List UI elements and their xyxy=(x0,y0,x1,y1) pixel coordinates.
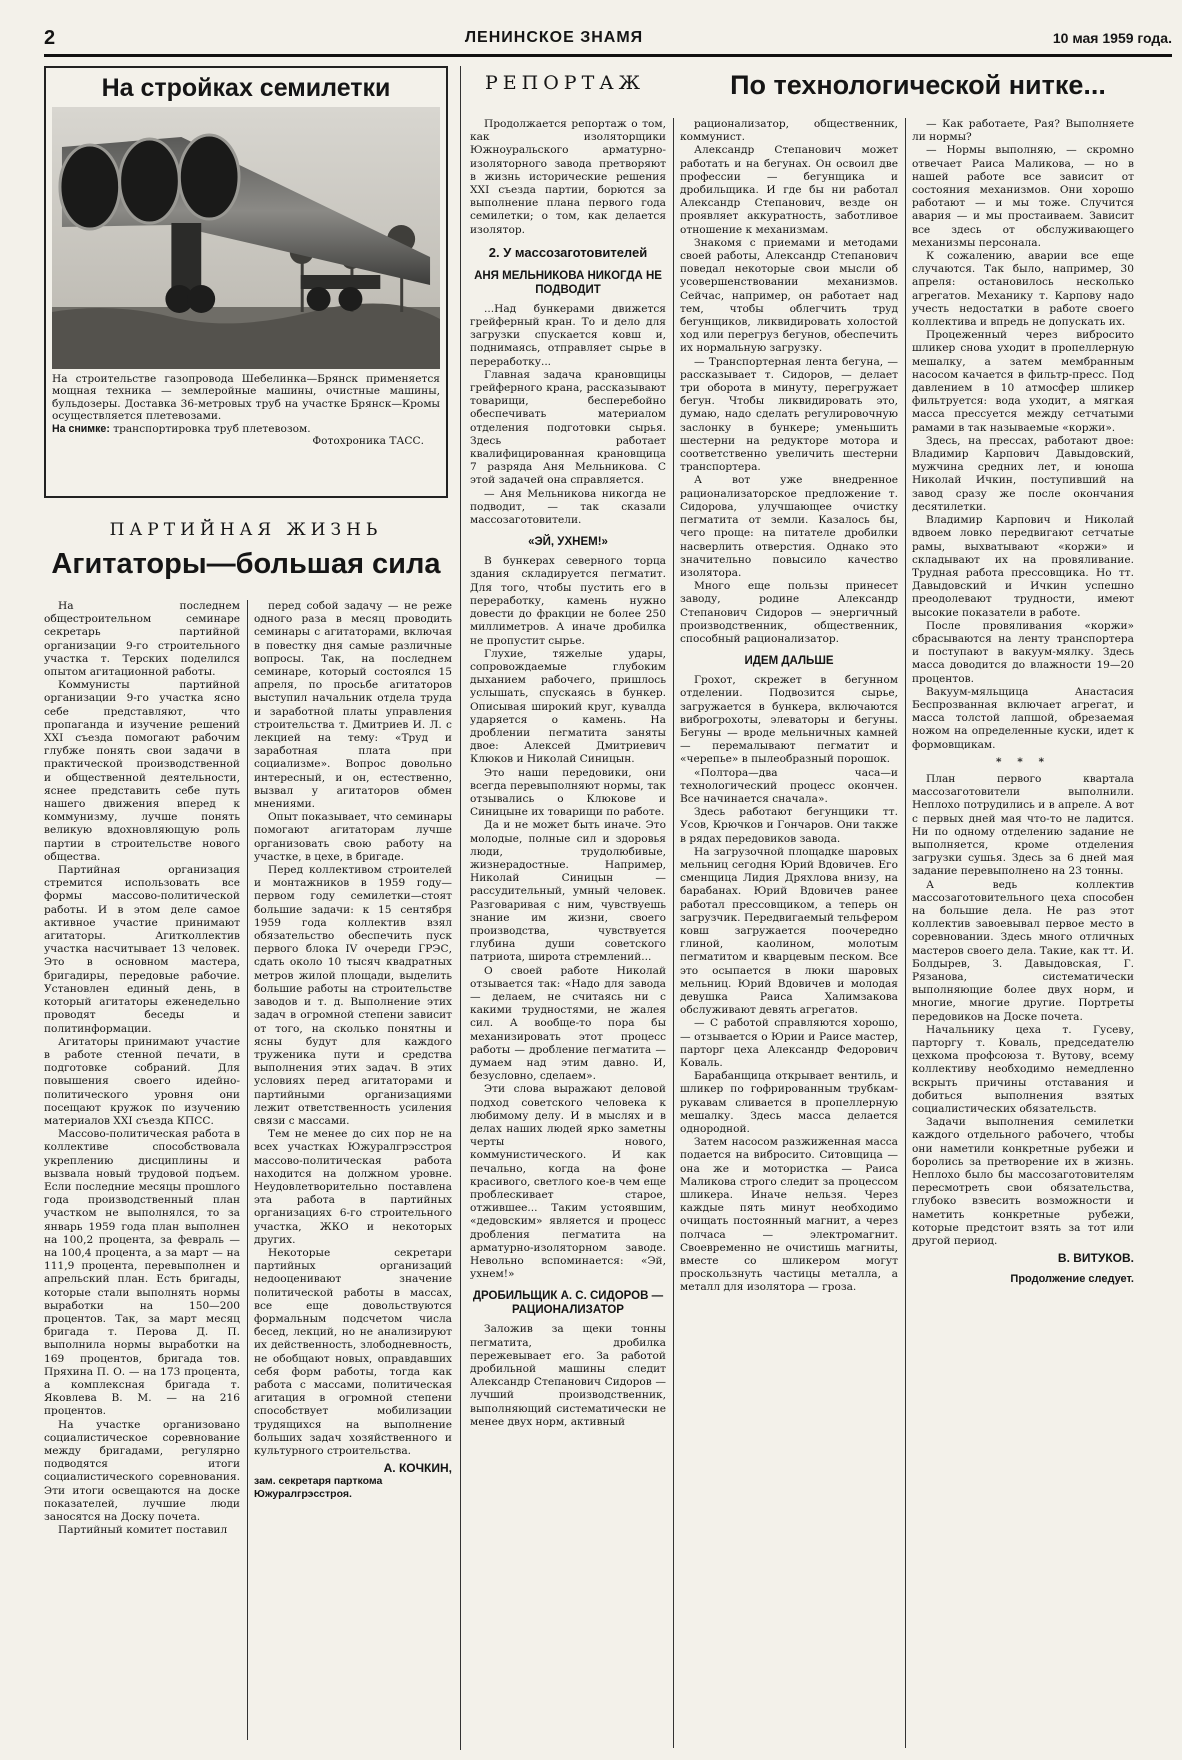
paragraph: Знакомя с приемами и методами своей работы, Александр Степанович поведал некоторые свои мысли об усовершенствовании механизмов. Сейчас, например, он работает над тем, чтобы облегчить труд бегунщиков, ликвидировать холостой ход или перегруз бегунов, обеспечить их нормальную загрузку. xyxy=(680,236,898,355)
section-heading: ДРОБИЛЬЩИК А. С. СИДОРОВ — РАЦИОНАЛИЗАТОР xyxy=(472,1290,664,1317)
paragraph: Затем насосом разжиженная масса подается на вибросито. Ситовщица — она же и мотористка — Раиса Маликова строго следит за процессом шликера. Иначе нельзя. Через каждые пять минут необходимо очищать постоянный магнит, а через полчаса — электромагнит. Своевременно не очистишь магниты, вместе со шликером могут проскользнуть частицы металла, а металл для изолятора — гроза. xyxy=(680,1136,898,1294)
paragraph: — С работой справляются хорошо, — отзывается о Юрии и Раисе мастер, парторг цеха Александр Федорович Коваль. xyxy=(680,1017,898,1070)
section-subheading: АНЯ МЕЛЬНИКОВА НИКОГДА НЕ ПОДВОДИТ xyxy=(474,269,662,296)
paragraph: Грохот, скрежет в бегунном отделении. Подвозится сырье, загружается в бункера, включаются виброгрохоты, элеваторы и бегуны. Бегуны — вроде мельничных камней — перемалывают пегматит и «черепье» в пылеобразный порошок. xyxy=(680,674,898,766)
party-article-col-1 xyxy=(44,600,240,1750)
paragraph: — Транспортерная лента бегуна, — рассказывает т. Сидоров, — делает три оборота в минуту, перегружает бегун. Чтобы ликвидировать это, думаю, надо сделать регулировочную заслонку в бункере; уменьшить шестерни на редукторе мотора и соответственно увеличить шестерни транспортера. xyxy=(680,355,898,474)
paragraph: Начальнику цеха т. Гусеву, парторгу т. Коваль, председателю цехкома профсоюза т. Вутову, всему коллективу необходимо немедленно вскрыть причины отставания и добиться выполнения взятых социалистических обязательств. xyxy=(912,1023,1134,1116)
paragraph: Здесь, на прессах, работают двое: Владимир Карпович Давыдовский, мужчина средних лет, и юноша Николай Ичкин, поступивший на завод сразу же после окончания десятилетки. xyxy=(912,434,1134,513)
paragraph: Эти слова выражают деловой подход советского человека к любимому делу. И в мыслях и в делах наших людей ярко заметны черты нового, коммунистического. И как печально, когда на фоне красивого, светлого кое-в чем еще проблескивает старое, отжившее... Таким устоявшим, «дедовским» является и процесс дробления пегматита на арматурно-изоляторном заводе. Невольно вспоминается: «Эй, ухнем!» xyxy=(470,1083,666,1281)
section-heading: «ЭЙ, УХНЕМ!» xyxy=(528,536,608,549)
paragraph: перед собой задачу — не реже одного раза в месяц проводить семинары с агитаторами, включая в повестку дня самые различные вопросы. Так, на последнем семинаре, который состоялся 15 апреля, по просьбе агитаторов выступил начальник отдела труда и заработной платы управления строительства т. Дмитриев И. Л. с лекцией на тему: «Труд и заработная плата при социализме». Вопрос довольно интересный, и он, естественно, вызвал у агитаторов обмен мнениями. xyxy=(254,600,452,811)
report-col-4 xyxy=(680,118,898,1750)
photo-caption-rest: транспортировка труб плетевозом. xyxy=(109,422,311,435)
paragraph: Главная задача крановщицы грейферного крана, рассказывают товарищи, бесперебойно обеспечивать материалом отделения подготовки сырья. Здесь работает квалифицированная крановщица 7 разряда Аня Мельникова. С этой задачей она справляется. xyxy=(470,368,666,487)
paragraph: На последнем общестроительном семинаре секретарь партийной организации 9-го строительного участка т. Терских поделился опытом агитационной работы. xyxy=(44,600,240,679)
paragraph: Агитаторы принимают участие в работе стенной печати, в подготовке собраний. Для повышения своего идейно-политического уровня они посещают кружок по изучению материалов XXI съезда КПСС. xyxy=(44,1035,240,1127)
section-separator: * * * xyxy=(996,755,1050,768)
page-number: 2 xyxy=(44,26,56,49)
issue-date: 10 мая 1959 года. xyxy=(1052,30,1172,46)
paragraph: Много еще пользы принесет заводу, родине Александр Степанович Сидоров — энергичный производственник, общественник, способный рационализатор. xyxy=(680,580,898,645)
report-col-5 xyxy=(912,118,1134,1750)
paragraph: Глухие, тяжелые удары, сопровождаемые глубоким дыханием рабочего, пришлось услышать, спускаясь в бункер. Описывая широкий круг, кувалда ударяется о камень. На дроблении пегматита заняты двое: Алексей Дмитриевич Клюков и Николай Синицын. xyxy=(470,647,666,766)
masthead xyxy=(44,22,1172,57)
author-signature: В. ВИТУКОВ. xyxy=(1057,1251,1134,1266)
paragraph: Заложив за щеки тонны пегматита, дробилка пережевывает его. За работой дробильной машины следит Александр Степанович Сидоров — лучший производственник, выполняющий систематически не менее двух норм, активный xyxy=(470,1323,666,1428)
paragraph: На участке организовано социалистическое соревнование между бригадами, регулярно подводятся итоги социалистического соревнования. Эти итоги освещаются на доске показателей, лучшие люди заносятся на Доску почета. xyxy=(44,1418,240,1524)
report-intro: Продолжается репортаж о том, как изоляторщики Южноуральского арматурно-изоляторного завода претворяют в жизнь исторические решения XXI съезда партии, борются за выполнение плана первого года семилетки; о том, как делается изолятор. xyxy=(470,118,666,236)
paragraph: рационализатор, общественник, коммунист. xyxy=(680,118,898,144)
report-headline: По технологической нитке... xyxy=(730,70,1106,100)
paragraph: Некоторые секретари партийных организаций недооценивают значение политической работы в массах, все еще довольствуются формальным подсчетом числа бесед, лекций, но не анализируют их действенность, злободневность, не обобщают новых, оправдавших себя форм работы, тогда как работа с массами, политическая агитация в огромной степени способствует мобилизации трудящихся на выполнение больших задач хозяйственного и культурного строительства. xyxy=(254,1246,452,1457)
photo-caption-lead: На снимке: xyxy=(52,422,110,435)
paragraph: План первого квартала массозаготовители выполнили. Неплохо потрудились и в апреле. А вот с первых дней мая что-то не ладится. Ни по одному отделению задание не выполняется, кроме отделения загрузки сушья. Здесь за 6 дней мая задание перевыполнено на 23 тонны. xyxy=(912,772,1134,878)
paragraph: — Как работаете, Рая? Выполняете ли нормы? xyxy=(912,118,1134,144)
paragraph: Тем не менее до сих пор не на всех участках Южуралгрэсстроя массово-политическая работа находится на должном уровне. Неудовлетворительно поставлена эта работа в партийных организациях 6-го строительного участка, ЖКО и некоторых других. xyxy=(254,1128,452,1246)
paragraph: Опыт показывает, что семинары помогают агитаторам лучше организовать свою работу на участке, в цехе, в бригаде. xyxy=(254,811,452,863)
paragraph: Партийная организация стремится использовать все формы массово-политической работы. И в этом деле самое активное участие принимают агитаторы. Агитколлектив участка насчитывает 13 человек. Это в основном мастера, бригадиры, передовые рабочие. Установлен единый день, в который агитаторы еженедельно проводят беседы и политинформации. xyxy=(44,864,240,1035)
photo-title: На стройках семилетки xyxy=(101,74,391,102)
paragraph: Здесь работают бегунщики тт. Усов, Крючков и Гончаров. Они также в рядах передовиков завода. xyxy=(680,806,898,845)
paragraph: ...Над бункерами движется грейферный кран. То и дело для загрузки спускается ковш и, поднимаясь, отправляет сырье в переработку... xyxy=(470,302,666,368)
paragraph: А вот уже внедренное рационализаторское предложение т. Сидорова, улучшающее очистку пегматита от земли. Казалось бы, чего проще: на питателе дробилки насверлить отверстия. Однако это значительно повысило качество изолятора. xyxy=(680,474,898,579)
paragraph: Александр Степанович может работать и на бегунах. Он освоил две профессии — бегунщика и дробильщика. И где бы ни работал Александр Степанович, везде он проявляет аккуратность, заботливое отношение к механизмам. xyxy=(680,144,898,236)
pipe-transport-photo xyxy=(52,107,440,369)
paragraph: Перед коллективом строителей и монтажников в 1959 году—первом году семилетки—стоят большие задачи: к 15 сентября 1959 года коллектив взял обязательство обеспечить пуск первого блока IV очереди ГРЭС, сдать около 10 тысяч квадратных метров жилой площади, выделить большие работы на строительстве заводов и т. д. Выполнение этих задач в огромной степени зависит от того, на сколько понятны и ясны будут для каждого труженика пути и средства выполнения этих задач. В этих условиях перед агитаторами и партийными организациями лежит ответственность усиления связи с массами. xyxy=(254,864,452,1127)
paragraph: Задачи выполнения семилетки каждого отдельного рабочего, чтобы они наметили конкретные рубежи и боролись за претворение их в жизнь. Неплохо было бы массозаготовителям пересмотреть свои обязательства, глубоко взвесить возможности и наметить конкретные рубежи, которые предстоит взять за тот или другой период. xyxy=(912,1116,1134,1248)
paragraph: Коммунисты партийной организации 9-го участка ясно себе представляют, что пропаганда и изучение решений XXI съезда помогают рабочим глубже понять свои задачи в практической производственной и общественной деятельности, яснее представить себе путь нашего движения вперед к коммунизму, лучше понять великую вдохновляющую роль партии в строительстве нового общества. xyxy=(44,679,240,863)
paragraph: К сожалению, аварии все еще случаются. Так было, например, 30 апреля: остановилось несколько агрегатов. Механику т. Карпову надо учесть недостатки в работе своего коллектива и впредь не допускать их. xyxy=(912,250,1134,329)
paragraph: Партийный комитет поставил xyxy=(58,1524,228,1537)
party-article-col-2 xyxy=(254,600,452,1750)
photo-caption: На строительстве газопровода Шебелинка—Брянск применяется мощная техника — землеройные машины, очистные машины, бульдозеры. Доставка 36-метровых труб на участке Брянск—Кромы осуществляется плетевозами. На снимке: транспортировка труб плетевозом. xyxy=(52,373,440,435)
paragraph: «Полтора—два часа—и технологический процесс окончен. Все начинается сначала». xyxy=(680,766,898,805)
photo-block xyxy=(44,66,448,498)
paragraph: Вакуум-мяльщица Анастасия Беспрозванная включает агрегат, и масса толстой лапшой, обрезаемая ножом на определенные куски, идет к формовщикам. xyxy=(912,685,1134,751)
party-life-rubric: ПАРТИЙНАЯ ЖИЗНЬ xyxy=(109,520,383,540)
author-position: зам. секретаря парткома Южуралгрэсстроя. xyxy=(254,1475,383,1501)
paragraph: Да и не может быть иначе. Это молодые, полные сил и здоровья люди, трудолюбивые, жизнерадостные. Например, Николай Синицын — рассудительный, умный человек. Разговаривая с ним, чувствуешь знание им жизни, своего производства, чувствуется глубина души советского патриота, широта стремлений... xyxy=(470,819,666,964)
paragraph: — Нормы выполняю, — скромно отвечает Раиса Маликова, — но в нашей работе все зависит от состояния механизмов. Они хорошо работают — и мы тоже. Случится авария — и мы простаиваем. Зависит все здесь от обслуживающего механизмы персонала. xyxy=(912,144,1134,249)
section-heading: 2. У массозаготовителей xyxy=(488,244,648,260)
paragraph: На загрузочной площадке шаровых мельниц сегодня Юрий Вдовичев. Его сменщица Лидия Дряхлова внизу, на барабанах. Юрий Вдовичев ранее работал прессовщиком, а теперь он загрузчик. Передвигаемый тельфером ковш загружается поочередно глиной, каолином, молотым пегматитом и кварцевым песком. Все это осыпается в люки шаровых мельниц. Юрий Вдовичев и молодая девушка Раиса Халимзакова обслуживают девять агрегатов. xyxy=(680,845,898,1017)
paragraph: После провяливания «коржи» сбрасываются на ленту транспортера и поступают в вакуум-мялку. Здесь масса доводится до влажности 19—20 процентов. xyxy=(912,619,1134,685)
report-rubric: РЕПОРТАЖ xyxy=(485,72,645,94)
paragraph: Это наши передовики, они всегда перевыполняют нормы, так отзывались о Клюкове и Синицыне их товарищи по работе. xyxy=(470,766,666,819)
paragraph: Массово-политическая работа в коллективе способствовала укреплению дисциплины и вызвала новый трудовой подъем. Если последние месяцы прошлого года производственный план участком не выполнялся, то за январь 1959 года план выполнен на 100,2 процента, за февраль — на 100,4 процента, а за март — на 111,9 процента, перевыполнен и апрельский план. Есть бригады, которые стали выполнять нормы выработки на 150—200 процентов. Так, за март месяц бригада т. Перова Д. П. выполнила нормы выработки на 169 процентов, бригада тов. Пряхина П. О. — на 173 процента, а комплексная бригада т. Яковлева В. М. — на 216 процентов. xyxy=(44,1128,240,1418)
report-col-3 xyxy=(470,118,666,1750)
paragraph: Процеженный через вибросито шликер снова уходит в пропеллерную мешалку, а затем мембранным насосом качается в фильтр-пресс. Под давлением в 10 атмосфер шликер фильтруется: вода уходит, а мягкая масса прессуется между сетчатыми рамами в так называемые «коржи». xyxy=(912,329,1134,434)
paragraph: Владимир Карпович и Николай вдвоем ловко передвигают сетчатые рамы, выхватывают «коржи» и складывают их на провяливание. Трудная работа прессовщика. Но тт. Давыдовский и Ичкин успешно преодолевают трудности, имеют высокие показатели в работе. xyxy=(912,514,1134,619)
newspaper-name: ЛЕНИНСКОЕ ЗНАМЯ xyxy=(464,29,644,46)
section-heading: ИДЕМ ДАЛЬШЕ xyxy=(744,655,834,668)
author-signature: А. КОЧКИН, xyxy=(383,1461,452,1476)
paragraph: А ведь коллектив массозаготовительного цеха способен на большие дела. Не раз этот коллектив завоевывал первое место в соревновании. Здесь много отличных мастеров своего дела. Такие, как тт. И. Болдырев, З. Давыдовская, Г. Рязанова, систематически выполняющие более двух норм, и многие, многие другие. Портреты передовиков на Доске почета. xyxy=(912,878,1134,1023)
paragraph: Барабанщица открывает вентиль, и шликер по гофрированным трубкам-рукавам сливается в пропеллерную мешалку. Здесь масса делается однородной. xyxy=(680,1070,898,1136)
paragraph: О своей работе Николай отзывается так: «Надо для завода — делаем, не считаясь ни с какими трудностями, не жалея сил. А вообще-то пора бы механизировать этот процесс работы — дробление пегматита — думаем над этим давно. И, безусловно, сделаем». xyxy=(470,964,666,1083)
party-article-headline: Агитаторы—большая сила xyxy=(51,548,441,580)
photo-credit: Фотохроника ТАСС. xyxy=(312,435,424,448)
paragraph: — Аня Мельникова никогда не подводит, — так сказали массозаготовители. xyxy=(470,487,666,527)
paragraph: В бункерах северного торца здания складируется пегматит. Для того, чтобы пустить его в переработку, камень нужно довести до фракции не более 250 миллиметров. А иначе дробилка не пропустит сырье. xyxy=(470,555,666,647)
continued-note: Продолжение следует. xyxy=(1010,1273,1134,1286)
